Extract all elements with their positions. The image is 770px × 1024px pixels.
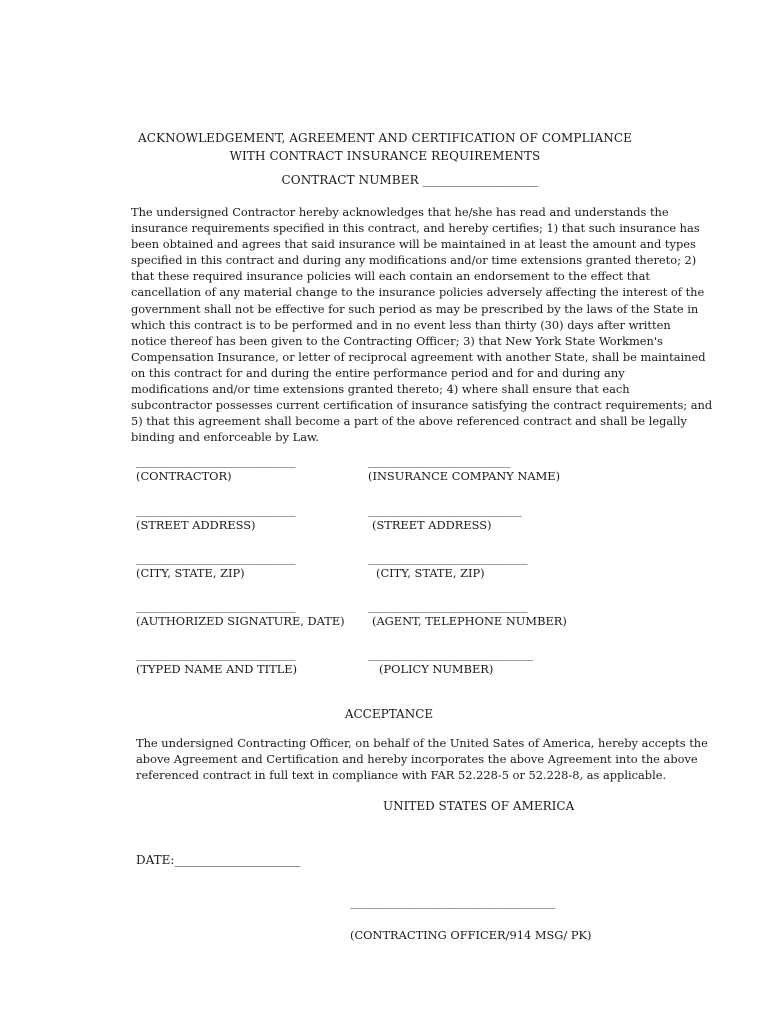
agent-telephone-line[interactable]: ____________________________ bbox=[368, 599, 528, 613]
paragraph-line: insurance requirements specified in this contract, and hereby certifies; 1) that such insurance has bbox=[131, 221, 700, 236]
paragraph-line: 5) that this agreement shall become a part of the above referenced contract and shall be legally bbox=[131, 414, 687, 429]
paragraph-line: referenced contract in full text in compliance with FAR 52.228-5 or 52.228-8, as applicable. bbox=[136, 768, 667, 783]
paragraph-line: The undersigned Contractor hereby acknowledges that he/she has read and understands the bbox=[131, 205, 669, 219]
insurer-city-label: (CITY, STATE, ZIP) bbox=[376, 566, 485, 580]
paragraph-line: which this contract is to be performed and in no event less than thirty (30) days after written bbox=[131, 317, 671, 332]
contracting-officer-signature-line[interactable]: ____________________________________ bbox=[350, 895, 556, 909]
paragraph-line: modifications and/or time extensions granted thereto; 4) where shall ensure that each bbox=[131, 382, 630, 397]
paragraph-line: above Agreement and Certification and hereby incorporates the above Agreement into the above bbox=[136, 752, 698, 767]
agent-telephone-label: (AGENT, TELEPHONE NUMBER) bbox=[372, 614, 567, 628]
contracting-officer-label: (CONTRACTING OFFICER/914 MSG/ PK) bbox=[350, 928, 592, 942]
insurer-street-label: (STREET ADDRESS) bbox=[372, 518, 492, 532]
insurance-company-label: (INSURANCE COMPANY NAME) bbox=[368, 469, 561, 483]
paragraph-line: The undersigned Contracting Officer, on behalf of the United Sates of America, hereby accepts the bbox=[136, 736, 708, 750]
paragraph-line: cancellation of any material change to the insurance policies adversely affecting the interest of the bbox=[131, 285, 705, 300]
paragraph-line: been obtained and agrees that said insurance will be maintained in at least the amount and types bbox=[131, 237, 696, 252]
paragraph-line: on this contract for and during the entire performance period and for and during any bbox=[131, 365, 625, 380]
authorized-signature-line[interactable]: ____________________________ bbox=[136, 599, 296, 613]
document-title-line-1: ACKNOWLEDGEMENT, AGREEMENT AND CERTIFICATION OF COMPLIANCE bbox=[137, 131, 632, 145]
acceptance-heading: ACCEPTANCE bbox=[344, 707, 434, 721]
policy-number-label: (POLICY NUMBER) bbox=[379, 662, 494, 676]
insurance-company-line[interactable]: _________________________ bbox=[368, 454, 511, 468]
acceptance-paragraph bbox=[136, 735, 708, 783]
insurer-street-line[interactable]: ___________________________ bbox=[368, 503, 522, 517]
contractor-city-label: (CITY, STATE, ZIP) bbox=[136, 566, 245, 580]
date-field[interactable]: DATE:_____________________ bbox=[136, 853, 301, 867]
contractor-street-line[interactable]: ____________________________ bbox=[136, 503, 296, 517]
document-title-line-2: WITH CONTRACT INSURANCE REQUIREMENTS bbox=[229, 149, 541, 163]
contractor-label: (CONTRACTOR) bbox=[136, 469, 232, 483]
certification-paragraph bbox=[131, 204, 712, 445]
paragraph-line: Compensation Insurance, or letter of reciprocal agreement with another State, shall be maintained bbox=[131, 349, 706, 364]
paragraph-line: subcontractor possesses current certification of insurance satisfying the contract requirements; and bbox=[131, 398, 713, 413]
paragraph-line: notice thereof has been given to the Contracting Officer; 3) that New York State Workmen's bbox=[131, 333, 663, 348]
insurer-city-line[interactable]: ____________________________ bbox=[368, 551, 528, 565]
paragraph-line: that these required insurance policies will each contain an endorsement to the effect that bbox=[131, 269, 651, 284]
policy-number-line[interactable]: _____________________________ bbox=[368, 647, 534, 661]
contractor-street-label: (STREET ADDRESS) bbox=[136, 518, 256, 532]
united-states-of-america: UNITED STATES OF AMERICA bbox=[383, 799, 575, 813]
authorized-signature-label: (AUTHORIZED SIGNATURE, DATE) bbox=[136, 614, 345, 628]
contractor-signature-line[interactable]: ____________________________ bbox=[136, 454, 296, 468]
paragraph-line: government shall not be effective for such period as may be prescribed by the laws of the State in bbox=[131, 301, 699, 316]
contractor-city-line[interactable]: ____________________________ bbox=[136, 551, 296, 565]
paragraph-line: binding and enforceable by Law. bbox=[131, 430, 320, 445]
typed-name-label: (TYPED NAME AND TITLE) bbox=[136, 662, 298, 676]
contract-number-field: CONTRACT NUMBER ___________________ bbox=[281, 173, 539, 187]
paragraph-line: specified in this contract and during any modifications and/or time extensions granted thereto; 2) bbox=[131, 253, 697, 268]
typed-name-line[interactable]: ____________________________ bbox=[136, 647, 296, 661]
